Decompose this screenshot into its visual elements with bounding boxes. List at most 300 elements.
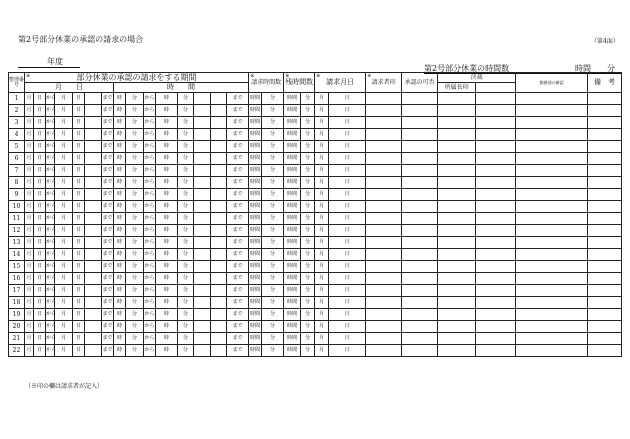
from-cell[interactable]: から — [144, 165, 156, 177]
month-cell[interactable]: 月 — [25, 285, 34, 297]
from-cell[interactable]: から — [144, 93, 156, 105]
day-cell[interactable]: 日 — [34, 309, 46, 321]
blank-cell[interactable] — [194, 345, 211, 357]
req-day-cell[interactable]: 日 — [329, 105, 366, 117]
remarks-cell[interactable] — [588, 213, 622, 225]
req-month-cell[interactable]: 月 — [315, 189, 329, 201]
to-cell[interactable]: まで — [102, 285, 114, 297]
remarks-cell[interactable] — [588, 177, 622, 189]
hour-cell[interactable]: 時 — [156, 297, 178, 309]
blank-cell[interactable] — [211, 93, 227, 105]
remain-minute-cell[interactable]: 分 — [301, 129, 315, 141]
from-cell[interactable]: から — [46, 225, 55, 237]
remain-hours-cell[interactable]: 時間 — [284, 165, 301, 177]
checker-cell[interactable] — [516, 237, 588, 249]
from-cell[interactable]: から — [144, 321, 156, 333]
minute-cell[interactable]: 分 — [126, 213, 144, 225]
req-month-cell[interactable]: 月 — [315, 117, 329, 129]
checker-cell[interactable] — [516, 297, 588, 309]
month-cell[interactable]: 月 — [55, 201, 73, 213]
hour-cell[interactable]: 時 — [114, 177, 126, 189]
requester-seal-cell[interactable] — [366, 309, 402, 321]
req-month-cell[interactable]: 月 — [315, 297, 329, 309]
to-cell[interactable]: まで — [102, 213, 114, 225]
remain-hours-cell[interactable]: 時間 — [284, 261, 301, 273]
remain-hours-cell[interactable]: 時間 — [284, 285, 301, 297]
blank-cell[interactable] — [85, 189, 102, 201]
blank-cell[interactable] — [194, 321, 211, 333]
dept-head-seal-cell[interactable] — [438, 189, 476, 201]
remain-minute-cell[interactable]: 分 — [301, 297, 315, 309]
requester-seal-cell[interactable] — [366, 177, 402, 189]
approval-cell[interactable] — [402, 249, 438, 261]
day-cell[interactable]: 日 — [34, 237, 46, 249]
month-cell[interactable]: 月 — [55, 285, 73, 297]
to-cell[interactable]: まで — [102, 141, 114, 153]
dept-head-seal-cell[interactable] — [438, 333, 476, 345]
minute-cell[interactable]: 分 — [178, 273, 194, 285]
approval-cell[interactable] — [402, 285, 438, 297]
req-day-cell[interactable]: 日 — [329, 285, 366, 297]
to-cell[interactable]: まで — [102, 93, 114, 105]
req-month-cell[interactable]: 月 — [315, 225, 329, 237]
requester-seal-cell[interactable] — [366, 213, 402, 225]
decision-blank-cell[interactable] — [476, 261, 516, 273]
req-hours-cell[interactable]: 時間 — [249, 273, 262, 285]
day-cell[interactable]: 日 — [34, 129, 46, 141]
minute-cell[interactable]: 分 — [178, 189, 194, 201]
hour-cell[interactable]: 時 — [114, 297, 126, 309]
day-cell[interactable]: 日 — [34, 165, 46, 177]
req-day-cell[interactable]: 日 — [329, 201, 366, 213]
dept-head-seal-cell[interactable] — [438, 273, 476, 285]
hour-cell[interactable]: 時 — [114, 129, 126, 141]
month-cell[interactable]: 月 — [25, 189, 34, 201]
from-cell[interactable]: から — [144, 249, 156, 261]
from-cell[interactable]: から — [144, 309, 156, 321]
req-minute-cell[interactable]: 分 — [262, 297, 284, 309]
checker-cell[interactable] — [516, 285, 588, 297]
req-month-cell[interactable]: 月 — [315, 249, 329, 261]
day-cell[interactable]: 日 — [73, 309, 85, 321]
checker-cell[interactable] — [516, 225, 588, 237]
req-day-cell[interactable]: 日 — [329, 309, 366, 321]
to-cell[interactable]: まで — [227, 129, 249, 141]
day-cell[interactable]: 日 — [34, 213, 46, 225]
req-day-cell[interactable]: 日 — [329, 249, 366, 261]
req-month-cell[interactable]: 月 — [315, 201, 329, 213]
req-hours-cell[interactable]: 時間 — [249, 129, 262, 141]
hour-cell[interactable]: 時 — [114, 321, 126, 333]
blank-cell[interactable] — [194, 201, 211, 213]
requester-seal-cell[interactable] — [366, 285, 402, 297]
remain-hours-cell[interactable]: 時間 — [284, 225, 301, 237]
req-hours-cell[interactable]: 時間 — [249, 321, 262, 333]
hour-cell[interactable]: 時 — [114, 309, 126, 321]
month-cell[interactable]: 月 — [55, 153, 73, 165]
hour-cell[interactable]: 時 — [114, 237, 126, 249]
day-cell[interactable]: 日 — [73, 153, 85, 165]
hour-cell[interactable]: 時 — [114, 213, 126, 225]
remarks-cell[interactable] — [588, 105, 622, 117]
from-cell[interactable]: から — [144, 297, 156, 309]
to-cell[interactable]: まで — [227, 189, 249, 201]
remain-minute-cell[interactable]: 分 — [301, 225, 315, 237]
minute-cell[interactable]: 分 — [126, 201, 144, 213]
from-cell[interactable]: から — [46, 237, 55, 249]
req-minute-cell[interactable]: 分 — [262, 105, 284, 117]
requester-seal-cell[interactable] — [366, 297, 402, 309]
requester-seal-cell[interactable] — [366, 105, 402, 117]
hour-cell[interactable]: 時 — [114, 249, 126, 261]
month-cell[interactable]: 月 — [55, 261, 73, 273]
req-minute-cell[interactable]: 分 — [262, 273, 284, 285]
dept-head-seal-cell[interactable] — [438, 285, 476, 297]
remain-minute-cell[interactable]: 分 — [301, 141, 315, 153]
blank-cell[interactable] — [85, 309, 102, 321]
req-hours-cell[interactable]: 時間 — [249, 165, 262, 177]
blank-cell[interactable] — [211, 285, 227, 297]
blank-cell[interactable] — [85, 177, 102, 189]
decision-blank-cell[interactable] — [476, 237, 516, 249]
requester-seal-cell[interactable] — [366, 273, 402, 285]
blank-cell[interactable] — [194, 165, 211, 177]
req-minute-cell[interactable]: 分 — [262, 153, 284, 165]
month-cell[interactable]: 月 — [25, 333, 34, 345]
month-cell[interactable]: 月 — [25, 141, 34, 153]
to-cell[interactable]: まで — [227, 297, 249, 309]
hour-cell[interactable]: 時 — [114, 117, 126, 129]
from-cell[interactable]: から — [46, 309, 55, 321]
hour-cell[interactable]: 時 — [156, 261, 178, 273]
to-cell[interactable]: まで — [227, 93, 249, 105]
req-month-cell[interactable]: 月 — [315, 177, 329, 189]
blank-cell[interactable] — [194, 249, 211, 261]
checker-cell[interactable] — [516, 249, 588, 261]
decision-blank-cell[interactable] — [476, 273, 516, 285]
blank-cell[interactable] — [85, 237, 102, 249]
req-day-cell[interactable]: 日 — [329, 189, 366, 201]
minute-cell[interactable]: 分 — [126, 105, 144, 117]
from-cell[interactable]: から — [46, 141, 55, 153]
month-cell[interactable]: 月 — [55, 189, 73, 201]
blank-cell[interactable] — [85, 141, 102, 153]
from-cell[interactable]: から — [46, 333, 55, 345]
from-cell[interactable]: から — [46, 189, 55, 201]
blank-cell[interactable] — [194, 141, 211, 153]
month-cell[interactable]: 月 — [55, 129, 73, 141]
decision-blank-cell[interactable] — [476, 189, 516, 201]
approval-cell[interactable] — [402, 105, 438, 117]
blank-cell[interactable] — [194, 93, 211, 105]
dept-head-seal-cell[interactable] — [438, 225, 476, 237]
approval-cell[interactable] — [402, 129, 438, 141]
day-cell[interactable]: 日 — [73, 117, 85, 129]
to-cell[interactable]: まで — [102, 129, 114, 141]
decision-blank-cell[interactable] — [476, 141, 516, 153]
day-cell[interactable]: 日 — [73, 141, 85, 153]
from-cell[interactable]: から — [144, 225, 156, 237]
from-cell[interactable]: から — [144, 141, 156, 153]
to-cell[interactable]: まで — [102, 201, 114, 213]
remarks-cell[interactable] — [588, 297, 622, 309]
req-hours-cell[interactable]: 時間 — [249, 249, 262, 261]
checker-cell[interactable] — [516, 105, 588, 117]
minute-cell[interactable]: 分 — [126, 153, 144, 165]
blank-cell[interactable] — [194, 117, 211, 129]
hour-cell[interactable]: 時 — [114, 345, 126, 357]
month-cell[interactable]: 月 — [25, 273, 34, 285]
req-month-cell[interactable]: 月 — [315, 153, 329, 165]
req-minute-cell[interactable]: 分 — [262, 225, 284, 237]
month-cell[interactable]: 月 — [55, 297, 73, 309]
day-cell[interactable]: 日 — [73, 285, 85, 297]
approval-cell[interactable] — [402, 345, 438, 357]
day-cell[interactable]: 日 — [73, 333, 85, 345]
blank-cell[interactable] — [85, 93, 102, 105]
day-cell[interactable]: 日 — [73, 261, 85, 273]
day-cell[interactable]: 日 — [34, 153, 46, 165]
hour-cell[interactable]: 時 — [156, 153, 178, 165]
decision-blank-cell[interactable] — [476, 225, 516, 237]
day-cell[interactable]: 日 — [73, 225, 85, 237]
remain-minute-cell[interactable]: 分 — [301, 333, 315, 345]
to-cell[interactable]: まで — [227, 177, 249, 189]
remarks-cell[interactable] — [588, 117, 622, 129]
dept-head-seal-cell[interactable] — [438, 177, 476, 189]
to-cell[interactable]: まで — [102, 309, 114, 321]
req-hours-cell[interactable]: 時間 — [249, 285, 262, 297]
remain-hours-cell[interactable]: 時間 — [284, 333, 301, 345]
remarks-cell[interactable] — [588, 333, 622, 345]
req-month-cell[interactable]: 月 — [315, 309, 329, 321]
to-cell[interactable]: まで — [102, 105, 114, 117]
decision-blank-cell[interactable] — [476, 333, 516, 345]
month-cell[interactable]: 月 — [25, 297, 34, 309]
to-cell[interactable]: まで — [102, 189, 114, 201]
req-day-cell[interactable]: 日 — [329, 237, 366, 249]
minute-cell[interactable]: 分 — [126, 321, 144, 333]
requester-seal-cell[interactable] — [366, 321, 402, 333]
from-cell[interactable]: から — [46, 93, 55, 105]
blank-cell[interactable] — [194, 285, 211, 297]
req-hours-cell[interactable]: 時間 — [249, 309, 262, 321]
remain-hours-cell[interactable]: 時間 — [284, 273, 301, 285]
remarks-cell[interactable] — [588, 129, 622, 141]
minute-cell[interactable]: 分 — [126, 117, 144, 129]
approval-cell[interactable] — [402, 261, 438, 273]
req-day-cell[interactable]: 日 — [329, 225, 366, 237]
blank-cell[interactable] — [194, 261, 211, 273]
from-cell[interactable]: から — [144, 237, 156, 249]
month-cell[interactable]: 月 — [55, 273, 73, 285]
hour-cell[interactable]: 時 — [114, 153, 126, 165]
to-cell[interactable]: まで — [102, 345, 114, 357]
req-day-cell[interactable]: 日 — [329, 345, 366, 357]
requester-seal-cell[interactable] — [366, 201, 402, 213]
blank-cell[interactable] — [85, 261, 102, 273]
dept-head-seal-cell[interactable] — [438, 165, 476, 177]
from-cell[interactable]: から — [46, 129, 55, 141]
from-cell[interactable]: から — [46, 261, 55, 273]
decision-blank-cell[interactable] — [476, 153, 516, 165]
hour-cell[interactable]: 時 — [156, 141, 178, 153]
remain-hours-cell[interactable]: 時間 — [284, 117, 301, 129]
blank-cell[interactable] — [211, 117, 227, 129]
remain-hours-cell[interactable]: 時間 — [284, 153, 301, 165]
blank-cell[interactable] — [194, 225, 211, 237]
req-hours-cell[interactable]: 時間 — [249, 93, 262, 105]
blank-cell[interactable] — [211, 333, 227, 345]
day-cell[interactable]: 日 — [34, 249, 46, 261]
from-cell[interactable]: から — [144, 273, 156, 285]
to-cell[interactable]: まで — [227, 237, 249, 249]
blank-cell[interactable] — [211, 105, 227, 117]
checker-cell[interactable] — [516, 261, 588, 273]
req-minute-cell[interactable]: 分 — [262, 213, 284, 225]
checker-cell[interactable] — [516, 345, 588, 357]
to-cell[interactable]: まで — [227, 345, 249, 357]
remain-hours-cell[interactable]: 時間 — [284, 189, 301, 201]
month-cell[interactable]: 月 — [55, 249, 73, 261]
checker-cell[interactable] — [516, 141, 588, 153]
req-hours-cell[interactable]: 時間 — [249, 189, 262, 201]
from-cell[interactable]: から — [46, 273, 55, 285]
blank-cell[interactable] — [85, 153, 102, 165]
day-cell[interactable]: 日 — [73, 189, 85, 201]
checker-cell[interactable] — [516, 117, 588, 129]
req-day-cell[interactable]: 日 — [329, 213, 366, 225]
blank-cell[interactable] — [211, 225, 227, 237]
hour-cell[interactable]: 時 — [156, 249, 178, 261]
remain-minute-cell[interactable]: 分 — [301, 345, 315, 357]
hour-cell[interactable]: 時 — [114, 201, 126, 213]
requester-seal-cell[interactable] — [366, 153, 402, 165]
day-cell[interactable]: 日 — [34, 177, 46, 189]
blank-cell[interactable] — [211, 273, 227, 285]
remarks-cell[interactable] — [588, 153, 622, 165]
from-cell[interactable]: から — [46, 249, 55, 261]
checker-cell[interactable] — [516, 213, 588, 225]
remain-minute-cell[interactable]: 分 — [301, 177, 315, 189]
remain-hours-cell[interactable]: 時間 — [284, 321, 301, 333]
minute-cell[interactable]: 分 — [178, 201, 194, 213]
to-cell[interactable]: まで — [102, 273, 114, 285]
approval-cell[interactable] — [402, 297, 438, 309]
req-month-cell[interactable]: 月 — [315, 285, 329, 297]
blank-cell[interactable] — [211, 213, 227, 225]
from-cell[interactable]: から — [46, 105, 55, 117]
from-cell[interactable]: から — [144, 153, 156, 165]
month-cell[interactable]: 月 — [55, 321, 73, 333]
from-cell[interactable]: から — [46, 297, 55, 309]
to-cell[interactable]: まで — [227, 117, 249, 129]
remain-minute-cell[interactable]: 分 — [301, 321, 315, 333]
approval-cell[interactable] — [402, 213, 438, 225]
minute-cell[interactable]: 分 — [178, 93, 194, 105]
to-cell[interactable]: まで — [227, 105, 249, 117]
approval-cell[interactable] — [402, 153, 438, 165]
dept-head-seal-cell[interactable] — [438, 249, 476, 261]
month-cell[interactable]: 月 — [25, 117, 34, 129]
minute-cell[interactable]: 分 — [126, 141, 144, 153]
month-cell[interactable]: 月 — [55, 345, 73, 357]
checker-cell[interactable] — [516, 309, 588, 321]
req-month-cell[interactable]: 月 — [315, 165, 329, 177]
req-day-cell[interactable]: 日 — [329, 117, 366, 129]
remain-hours-cell[interactable]: 時間 — [284, 93, 301, 105]
month-cell[interactable]: 月 — [25, 177, 34, 189]
from-cell[interactable]: から — [144, 201, 156, 213]
day-cell[interactable]: 日 — [34, 141, 46, 153]
req-month-cell[interactable]: 月 — [315, 129, 329, 141]
to-cell[interactable]: まで — [102, 225, 114, 237]
hour-cell[interactable]: 時 — [156, 189, 178, 201]
minute-cell[interactable]: 分 — [178, 333, 194, 345]
hour-cell[interactable]: 時 — [114, 93, 126, 105]
to-cell[interactable]: まで — [227, 261, 249, 273]
blank-cell[interactable] — [211, 129, 227, 141]
hour-cell[interactable]: 時 — [156, 105, 178, 117]
blank-cell[interactable] — [85, 117, 102, 129]
month-cell[interactable]: 月 — [25, 345, 34, 357]
remain-hours-cell[interactable]: 時間 — [284, 105, 301, 117]
hour-cell[interactable]: 時 — [156, 237, 178, 249]
req-day-cell[interactable]: 日 — [329, 177, 366, 189]
month-cell[interactable]: 月 — [25, 213, 34, 225]
approval-cell[interactable] — [402, 201, 438, 213]
from-cell[interactable]: から — [144, 105, 156, 117]
month-cell[interactable]: 月 — [25, 105, 34, 117]
req-hours-cell[interactable]: 時間 — [249, 201, 262, 213]
day-cell[interactable]: 日 — [34, 297, 46, 309]
req-day-cell[interactable]: 日 — [329, 321, 366, 333]
minute-cell[interactable]: 分 — [126, 225, 144, 237]
dept-head-seal-cell[interactable] — [438, 237, 476, 249]
remain-minute-cell[interactable]: 分 — [301, 117, 315, 129]
remain-minute-cell[interactable]: 分 — [301, 249, 315, 261]
blank-cell[interactable] — [211, 261, 227, 273]
day-cell[interactable]: 日 — [73, 321, 85, 333]
day-cell[interactable]: 日 — [34, 261, 46, 273]
to-cell[interactable]: まで — [102, 117, 114, 129]
to-cell[interactable]: まで — [227, 153, 249, 165]
day-cell[interactable]: 日 — [73, 213, 85, 225]
hour-cell[interactable]: 時 — [114, 165, 126, 177]
approval-cell[interactable] — [402, 273, 438, 285]
remain-hours-cell[interactable]: 時間 — [284, 177, 301, 189]
day-cell[interactable]: 日 — [34, 189, 46, 201]
to-cell[interactable]: まで — [102, 297, 114, 309]
month-cell[interactable]: 月 — [25, 249, 34, 261]
remain-minute-cell[interactable]: 分 — [301, 189, 315, 201]
requester-seal-cell[interactable] — [366, 93, 402, 105]
blank-cell[interactable] — [211, 309, 227, 321]
from-cell[interactable]: から — [144, 177, 156, 189]
hour-cell[interactable]: 時 — [114, 105, 126, 117]
dept-head-seal-cell[interactable] — [438, 261, 476, 273]
approval-cell[interactable] — [402, 177, 438, 189]
blank-cell[interactable] — [85, 273, 102, 285]
minute-cell[interactable]: 分 — [126, 273, 144, 285]
dept-head-seal-cell[interactable] — [438, 309, 476, 321]
remain-hours-cell[interactable]: 時間 — [284, 297, 301, 309]
to-cell[interactable]: まで — [102, 321, 114, 333]
from-cell[interactable]: から — [46, 201, 55, 213]
to-cell[interactable]: まで — [227, 273, 249, 285]
minute-cell[interactable]: 分 — [126, 93, 144, 105]
hour-cell[interactable]: 時 — [114, 261, 126, 273]
